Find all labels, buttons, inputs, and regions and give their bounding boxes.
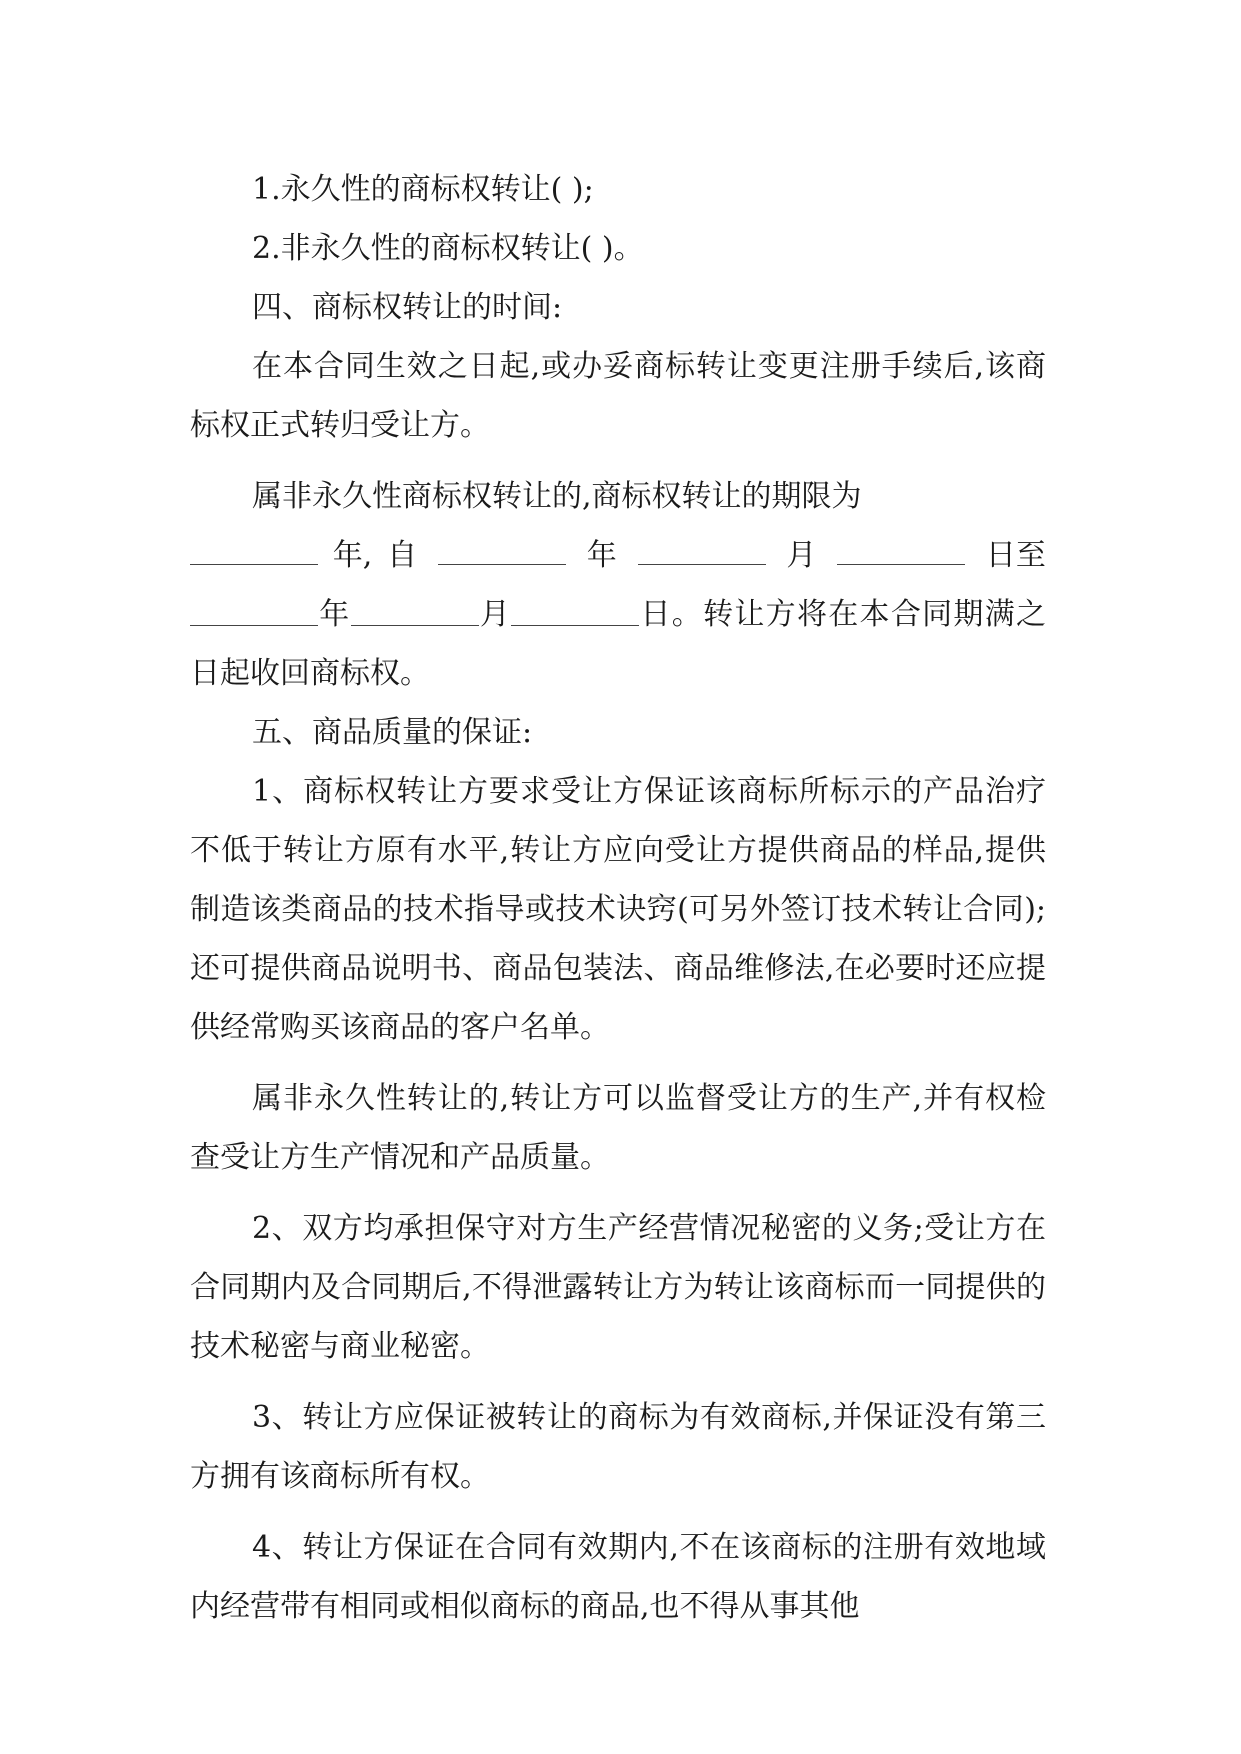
blank-start-month[interactable] xyxy=(638,536,766,565)
paragraph-quality-3: 3、转让方应保证被转让的商标为有效商标,并保证没有第三方拥有该商标所有权。 xyxy=(190,1400,1046,1494)
section-heading-quality: 五、商品质量的保证: xyxy=(252,715,533,750)
blank-end-month[interactable] xyxy=(351,597,479,626)
label-year: 年, xyxy=(332,538,373,573)
label-end-year: 年 xyxy=(318,597,351,632)
paragraph-term-intro: 属非永久性商标权转让的,商标权转让的期限为 xyxy=(252,479,862,514)
document-body xyxy=(190,160,1046,1636)
paragraph-effective-date: 在本合同生效之日起,或办妥商标转让变更注册手续后,该商标权正式转归受让方。 xyxy=(190,349,1046,443)
blank-start-year[interactable] xyxy=(438,536,566,565)
blank-end-day[interactable] xyxy=(511,597,639,626)
label-day-to: 日至 xyxy=(985,538,1046,573)
paragraph-quality-4: 4、转让方保证在合同有效期内,不在该商标的注册有效地域内经营带有相同或相似商标的商品,也不得从事其他 xyxy=(190,1530,1046,1624)
paragraph-quality-1: 1、商标权转让方要求受让方保证该商标所标示的产品治疗不低于转让方原有水平,转让方应向受让方提供商品的样品,提供制造该类商品的技术指导或技术诀窍(可另外签订技术转让合同);还可提供商品说明书、商品包装法、商品维修法,在必要时还应提供经常购买该商品的客户名单。 xyxy=(190,774,1046,1045)
paragraph-quality-2: 2、双方均承担保守对方生产经营情况秘密的义务;受让方在合同期内及合同期后,不得泄露转让方为转让该商标而一同提供的技术秘密与商业秘密。 xyxy=(190,1211,1046,1364)
term-tail-text: 日。转让方将在本合同期满之日起收回商标权。 xyxy=(190,597,1047,691)
label-month: 月 xyxy=(786,538,817,573)
option-permanent-transfer: 1.永久性的商标权转让( ); xyxy=(252,172,594,207)
paragraph-quality-1b: 属非永久性转让的,转让方可以监督受让方的生产,并有权检查受让方生产情况和产品质量。 xyxy=(190,1081,1046,1175)
option-nonpermanent-transfer: 2.非永久性的商标权转让( )。 xyxy=(252,231,644,266)
term-fill-line-1 xyxy=(190,526,1046,585)
blank-years[interactable] xyxy=(190,536,318,565)
term-fill-line-2 xyxy=(190,585,1046,703)
blank-start-day[interactable] xyxy=(837,536,965,565)
label-end-month: 月 xyxy=(478,597,512,632)
blank-end-year[interactable] xyxy=(190,597,318,626)
label-year-2: 年 xyxy=(586,538,617,573)
section-heading-transfer-time: 四、商标权转让的时间: xyxy=(252,290,563,325)
label-from: 自 xyxy=(387,538,418,573)
